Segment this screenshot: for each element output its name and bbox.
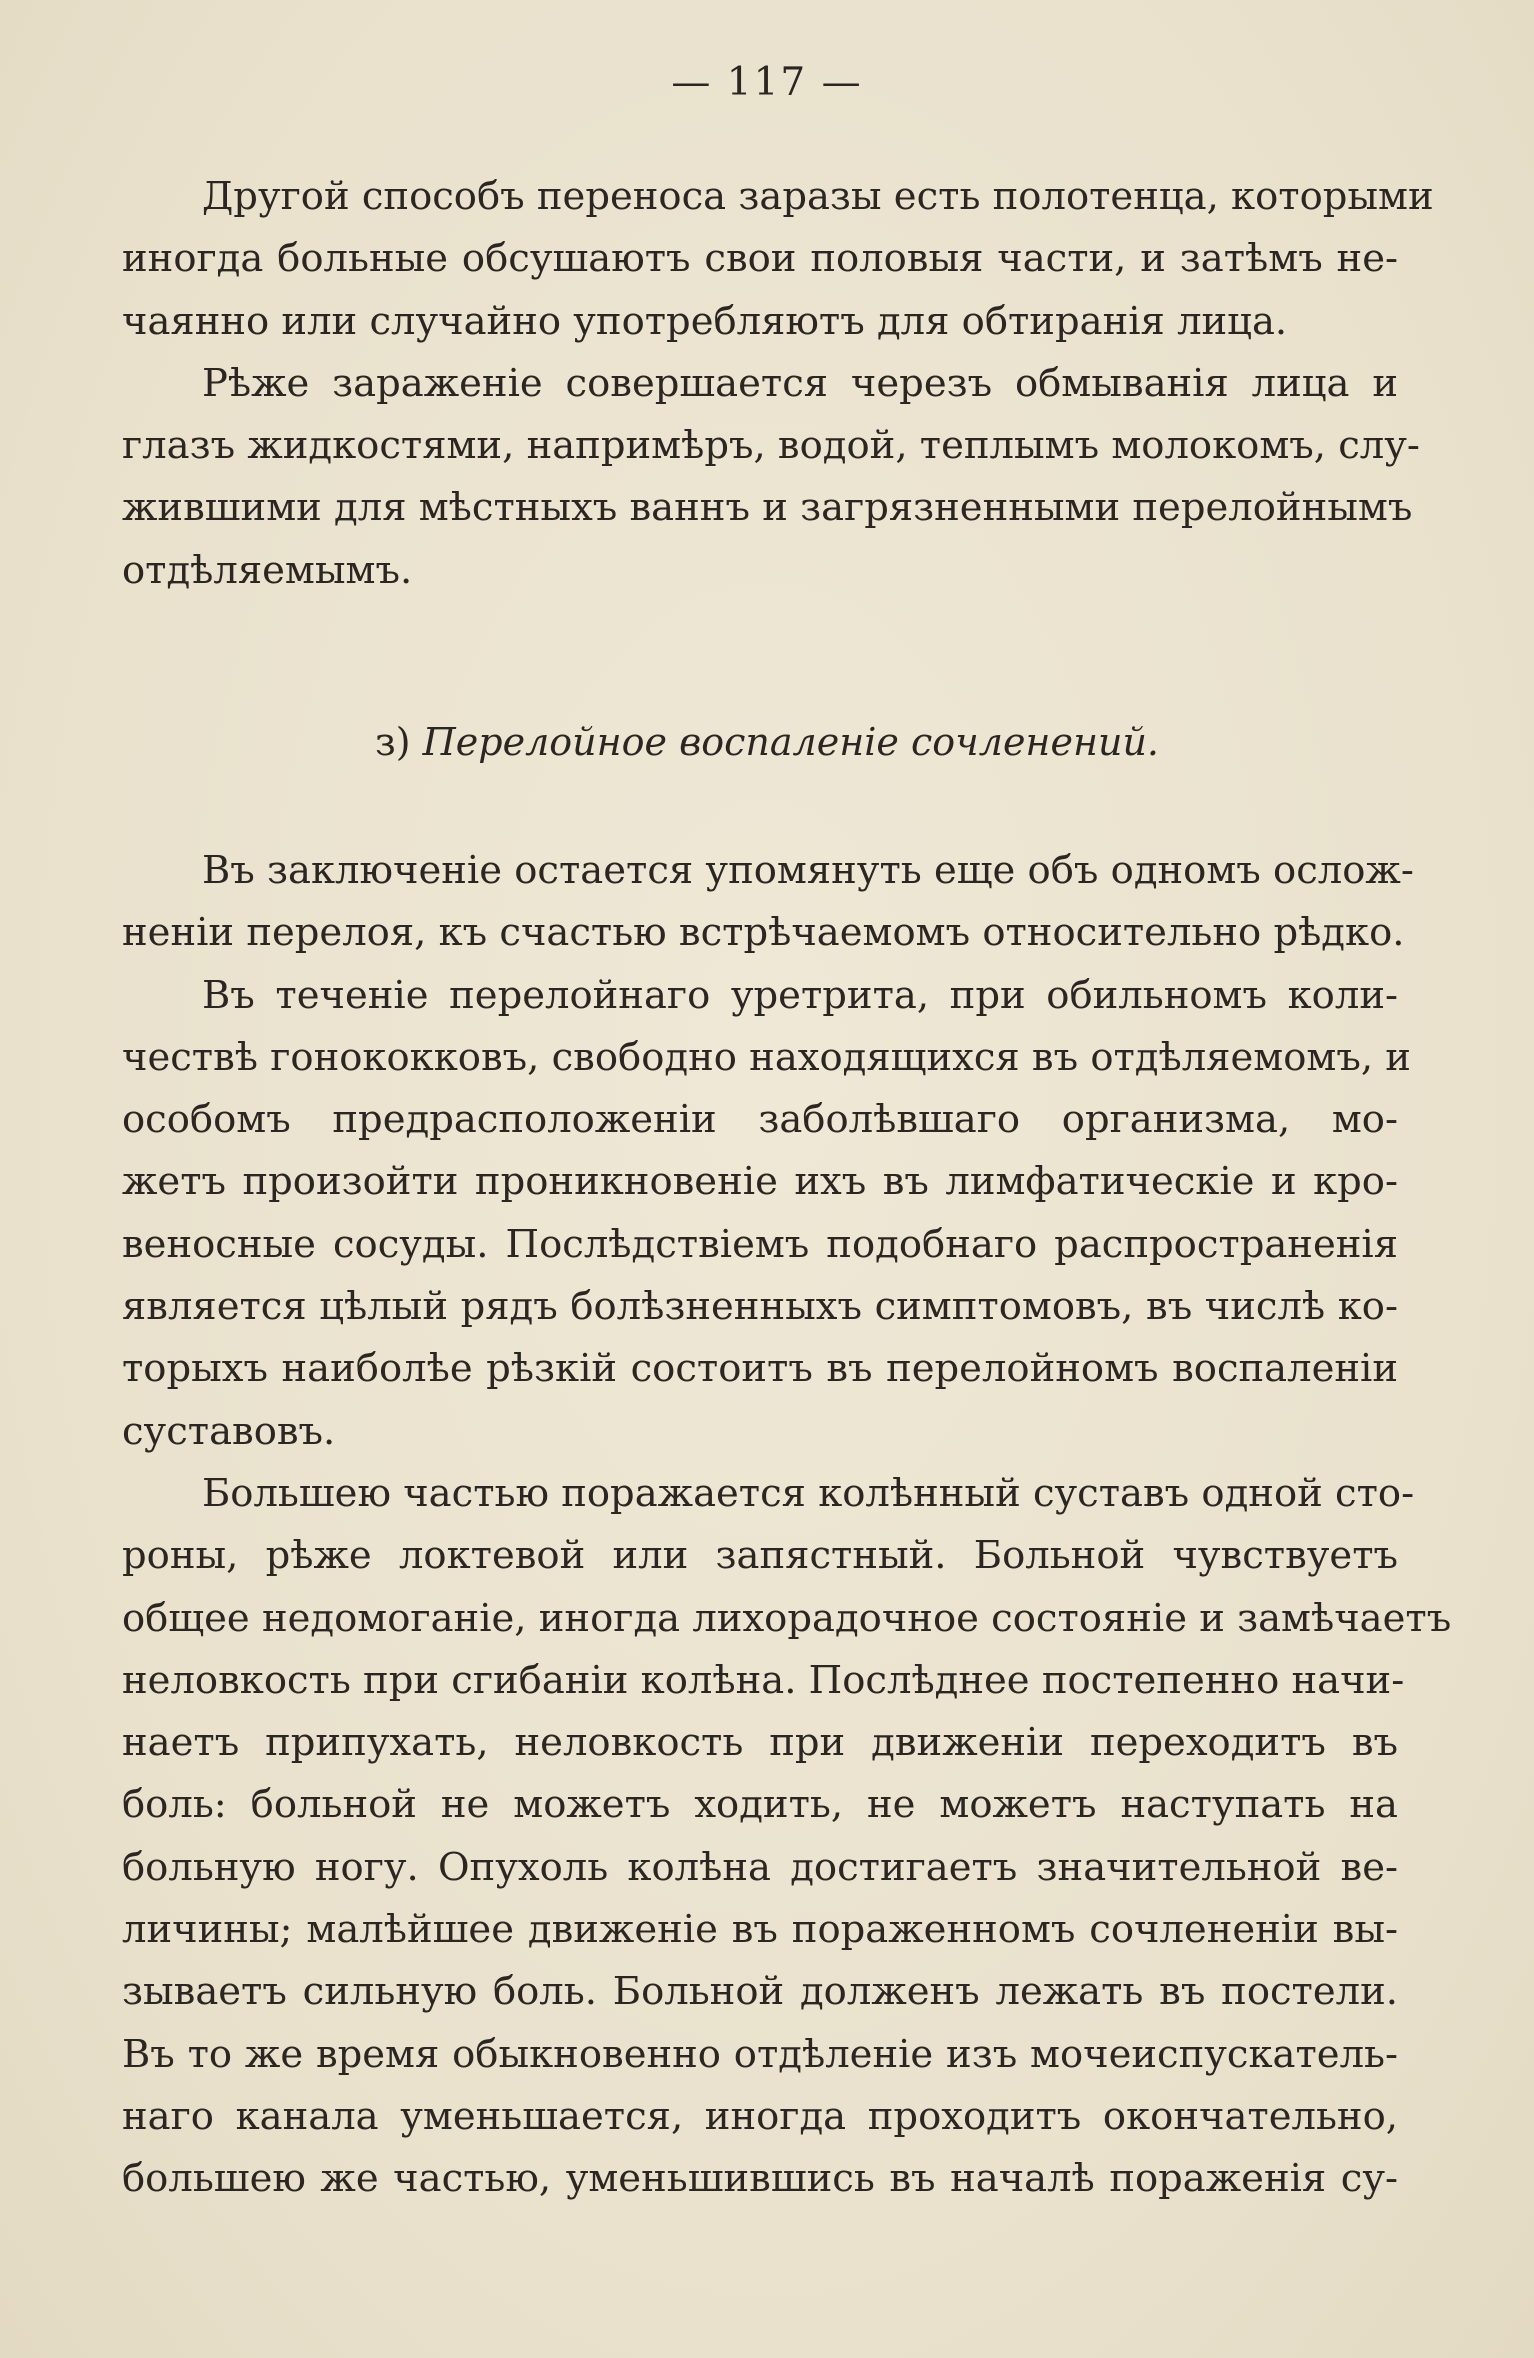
page-number: — 117 — — [671, 60, 863, 105]
text-line: глазъ жидкостями, напримѣръ, водой, теплымъ молокомъ, слу- — [122, 423, 1420, 469]
text-line: особомъ предрасположеніи заболѣвшаго организма, мо- — [122, 1097, 1398, 1143]
text-line: Въ то же время обыкновенно отдѣленіе изъ мочеиспускатель- — [122, 2031, 1398, 2077]
text-line: чаянно или случайно употребляютъ для обтиранія лица. — [122, 298, 1288, 344]
text-block-2 — [122, 840, 1452, 2211]
text-line: общее недомоганіе, иногда лихорадочное состояніе и замѣчаетъ — [122, 1595, 1452, 1641]
text-block-1 — [122, 166, 1434, 602]
section-heading — [0, 720, 1534, 764]
text-line: неловкость при сгибаніи колѣна. Послѣднее постепенно начи- — [122, 1657, 1405, 1703]
text-line: иногда больные обсушаютъ свои половыя части, и затѣмъ не- — [122, 236, 1398, 282]
text-line: отдѣляемымъ. — [122, 547, 413, 593]
text-line: неніи перелоя, къ счастью встрѣчаемомъ относительно рѣдко. — [122, 910, 1405, 956]
text-line: торыхъ наиболѣе рѣзкій состоитъ въ перелойномъ воспаленіи — [122, 1346, 1398, 1392]
text-line: личины; малѣйшее движеніе въ пораженномъ сочлененіи вы- — [122, 1907, 1398, 1953]
text-line: Въ заключеніе остается упомянуть еще объ одномъ ослож- — [202, 848, 1414, 893]
text-line: является цѣлый рядъ болѣзненныхъ симптомовъ, въ числѣ ко- — [122, 1284, 1398, 1330]
text-line: жившими для мѣстныхъ ваннъ и загрязненными перелойнымъ — [122, 485, 1413, 531]
text-line: Другой способъ переноса заразы есть полотенца, которыми — [202, 174, 1434, 219]
text-line: Большею частью поражается колѣнный суставъ одной сто- — [202, 1470, 1415, 1516]
text-line: суставовъ. — [122, 1408, 336, 1454]
text-line: Въ теченіе перелойнаго уретрита, при обильномъ коли- — [202, 972, 1398, 1018]
text-line: больную ногу. Опухоль колѣна достигаетъ значительной ве- — [122, 1844, 1398, 1890]
text-line: наетъ припухать, неловкость при движеніи переходитъ въ — [122, 1720, 1398, 1766]
text-line: большею же частью, уменьшившись въ началѣ пораженія су- — [122, 2156, 1398, 2202]
text-line: веносные сосуды. Послѣдствіемъ подобнаго распространенія — [122, 1221, 1398, 1267]
text-line: Рѣже зараженіе совершается черезъ обмыванія лица и — [202, 360, 1398, 406]
text-line: роны, рѣже локтевой или запястный. Больной чувствуетъ — [122, 1533, 1398, 1579]
text-line: боль: больной не можетъ ходить, не можетъ наступать на — [122, 1782, 1398, 1828]
text-line: чествѣ гонококковъ, свободно находящихся въ отдѣляемомъ, и — [122, 1034, 1411, 1080]
text-line: жетъ произойти проникновеніе ихъ въ лимфатическіе и кро- — [122, 1159, 1398, 1205]
text-line: наго канала уменьшается, иногда проходитъ окончательно, — [122, 2093, 1398, 2139]
section-heading-label: з) — [374, 720, 411, 764]
section-heading-title: Перелойное воспаленіе сочленений. — [422, 720, 1160, 764]
text-line: зываетъ сильную боль. Больной долженъ лежать въ постели. — [122, 1969, 1398, 2015]
